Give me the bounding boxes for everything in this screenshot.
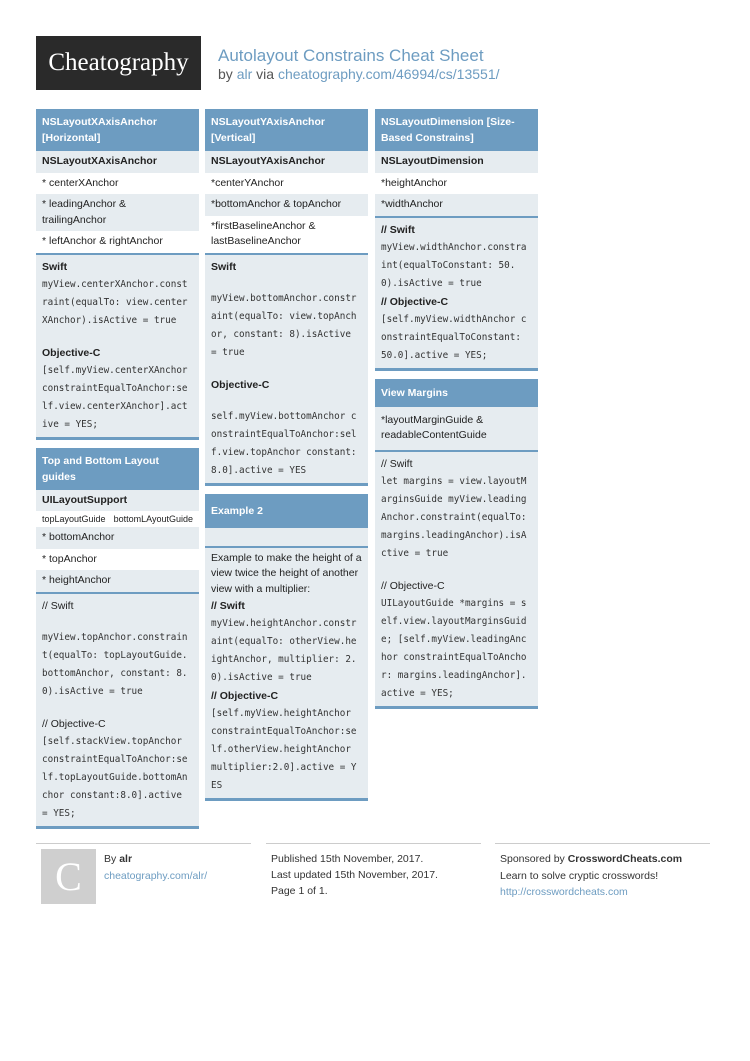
spacer-row — [205, 528, 368, 546]
column-1 — [36, 109, 199, 837]
logo-text: Cheatography — [48, 49, 189, 76]
byline-by: by — [218, 66, 233, 82]
code-block — [205, 253, 368, 486]
section-header: NSLayoutYAxisAnchor [Vertical] — [205, 109, 368, 151]
objc-label: // Objective-C — [381, 295, 449, 308]
objc-code: [self.myView.heightAnchor constraintEqualToAnchor:self.otherView.heightAnchor multiplier:2.0].active = YES — [211, 708, 357, 791]
footer-divider — [36, 843, 251, 844]
swift-code: myView.heightAnchor.constraint(equalTo: otherView.heightAnchor, multiplier: 2.0).isActive = true — [211, 618, 357, 683]
sponsor-prefix: Sponsored by — [500, 853, 565, 865]
example-description: Example to make the height of a view twice the height of another view with a multiplier: — [211, 551, 362, 595]
byline — [218, 66, 500, 82]
author-link[interactable]: alr — [236, 66, 253, 82]
list-item: *firstBaselineAnchor & lastBaselineAnchor — [205, 216, 368, 253]
swift-code: myView.bottomAnchor.constraint(equalTo: view.topAnchor, constant: 8).isActive = true — [211, 292, 357, 358]
sponsor-tagline: Learn to solve cryptic crosswords! — [500, 870, 659, 882]
code-block — [205, 546, 368, 802]
sponsor-link[interactable]: http://crosswordcheats.com — [500, 886, 628, 898]
list-item: *centerYAnchor — [205, 173, 368, 195]
swift-label: // Swift — [381, 457, 413, 470]
section-subheader: NSLayoutDimension — [375, 151, 538, 173]
swift-code: myView.centerXAnchor.constraint(equalTo: view.centerXAnchor).isActive = true — [42, 278, 188, 326]
footer-by: By — [104, 853, 117, 865]
objc-code: self.myView.bottomAnchor constraintEqualToAnchor:self.view.topAnchor constant:8.0].active = YES — [211, 410, 357, 476]
published-date: Published 15th November, 2017. — [271, 853, 424, 865]
sponsor-name: CrosswordCheats.com — [567, 853, 683, 865]
list-item: *heightAnchor — [375, 173, 538, 195]
section-layout-dimension — [375, 109, 538, 371]
swift-code: myView.topAnchor.constraint(equalTo: topLayoutGuide.bottomAnchor, constant: 8.0).isActive = true — [42, 631, 188, 697]
list-item: *layoutMarginGuide & readableContentGuide — [375, 407, 538, 450]
swift-label: // Swift — [211, 600, 245, 612]
list-item: *bottomAnchor & topAnchor — [205, 194, 368, 216]
avatar-letter: C — [55, 854, 82, 899]
list-item: * topAnchor — [36, 549, 199, 571]
byline-via: via — [256, 66, 275, 82]
code-block — [375, 450, 538, 709]
section-view-margins — [375, 379, 538, 709]
cheatography-logo[interactable] — [36, 36, 201, 90]
list-item: * leftAnchor & rightAnchor — [36, 231, 199, 253]
section-header: View Margins — [375, 379, 538, 407]
swift-label: Swift — [211, 260, 237, 273]
objc-code: [self.myView.centerXAnchor constraintEqualToAnchor:self.view.centerXAnchor].active = YES; — [42, 364, 188, 430]
guide-pair — [36, 511, 199, 527]
sheet-url-link[interactable]: cheatography.com/46994/cs/13551/ — [277, 66, 500, 82]
footer-author-name: alr — [119, 853, 133, 865]
section-subheader: NSLayoutXAxisAnchor — [36, 151, 199, 173]
section-header: Top and Bottom Layout guides — [36, 448, 199, 490]
footer-author — [104, 851, 132, 867]
page-title: Autolayout Constrains Cheat Sheet — [218, 46, 484, 65]
guide-right: bottomLAyoutGuide — [113, 514, 193, 524]
section-y-axis-anchor — [205, 109, 368, 486]
list-item: * leadingAnchor & trailingAnchor — [36, 194, 199, 231]
list-item: *widthAnchor — [375, 194, 538, 216]
updated-date: Last updated 15th November, 2017. — [271, 869, 438, 881]
section-example-2 — [205, 494, 368, 802]
list-item: * centerXAnchor — [36, 173, 199, 195]
objc-label: // Objective-C — [381, 579, 445, 592]
footer-author-url-row — [104, 868, 207, 884]
code-block — [36, 592, 199, 829]
code-block — [375, 216, 538, 371]
guide-left: topLayoutGuide — [42, 514, 106, 524]
sponsor-url-row — [500, 884, 628, 900]
section-subheader: NSLayoutYAxisAnchor — [205, 151, 368, 173]
column-3 — [375, 109, 538, 717]
section-layout-guides — [36, 448, 199, 829]
author-profile-link[interactable]: cheatography.com/alr/ — [104, 870, 208, 882]
objc-code: [self.myView.widthAnchor constraintEqualToConstant: 50.0].active = YES; — [381, 313, 527, 361]
swift-label: Swift — [42, 260, 68, 273]
objc-code: [self.stackView.topAnchor constraintEqualToAnchor:self.topLayoutGuide.bottomAnchor constant:8.0].active = YES; — [42, 735, 188, 819]
swift-label: // Swift — [381, 223, 415, 236]
objc-label: // Objective-C — [42, 717, 106, 730]
swift-label: // Swift — [42, 599, 74, 612]
footer-divider — [495, 843, 710, 844]
author-avatar[interactable] — [41, 849, 96, 904]
objc-label: Objective-C — [211, 378, 270, 391]
objc-label: // Objective-C — [211, 690, 279, 702]
swift-code: let margins = view.layoutMarginsGuide myView.leadingAnchor.constraint(equalTo: margins.leadingAnchor).isActive = true — [381, 475, 527, 559]
page-number: Page 1 of 1. — [271, 885, 328, 897]
list-item: * bottomAnchor — [36, 527, 199, 549]
column-2 — [205, 109, 368, 809]
section-header: NSLayoutXAxisAnchor [Horizontal] — [36, 109, 199, 151]
objc-code: UILayoutGuide *margins = self.view.layoutMarginsGuide; [self.myView.leadingAnchor constraintEqualToAnchor: margins.leadingAnchor].active = YES; — [381, 597, 527, 699]
objc-label: Objective-C — [42, 346, 101, 359]
code-block — [36, 253, 199, 440]
list-item: * heightAnchor — [36, 570, 199, 592]
footer-divider — [266, 843, 481, 844]
sponsor-line — [500, 851, 682, 867]
swift-code: myView.widthAnchor.constraint(equalToConstant: 50.0).isActive = true — [381, 241, 527, 289]
section-header: NSLayoutDimension [Size-Based Constrains] — [375, 109, 538, 151]
section-header: Example 2 — [205, 494, 368, 528]
section-subheader: UILayoutSupport — [36, 490, 199, 512]
section-x-axis-anchor — [36, 109, 199, 440]
